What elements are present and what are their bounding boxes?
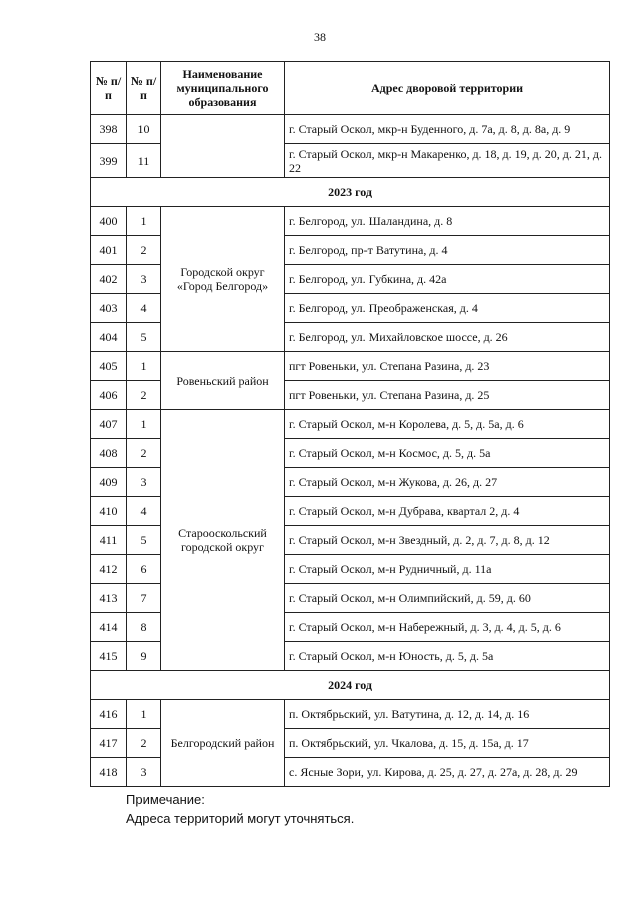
territory-table bbox=[90, 61, 610, 787]
row-address: с. Ясные Зори, ул. Кирова, д. 25, д. 27, д. 27а, д. 28, д. 29 bbox=[285, 758, 610, 787]
row-subnumber: 2 bbox=[127, 439, 161, 468]
row-subnumber: 8 bbox=[127, 613, 161, 642]
row-number: 417 bbox=[91, 729, 127, 758]
row-subnumber: 1 bbox=[127, 410, 161, 439]
row-number: 409 bbox=[91, 468, 127, 497]
row-address: пгт Ровеньки, ул. Степана Разина, д. 25 bbox=[285, 381, 610, 410]
row-address: г. Старый Оскол, м-н Дубрава, квартал 2, д. 4 bbox=[285, 497, 610, 526]
row-number: 404 bbox=[91, 323, 127, 352]
row-number: 414 bbox=[91, 613, 127, 642]
row-subnumber: 5 bbox=[127, 526, 161, 555]
table-row bbox=[91, 352, 610, 381]
row-number: 411 bbox=[91, 526, 127, 555]
header-number: № п/п bbox=[91, 62, 127, 115]
row-subnumber: 4 bbox=[127, 294, 161, 323]
row-number: 412 bbox=[91, 555, 127, 584]
row-number: 410 bbox=[91, 497, 127, 526]
page-number: 38 bbox=[314, 30, 326, 44]
row-number: 398 bbox=[91, 115, 127, 144]
row-subnumber: 1 bbox=[127, 352, 161, 381]
municipality-cell-empty bbox=[161, 115, 285, 178]
row-subnumber: 4 bbox=[127, 497, 161, 526]
table-row bbox=[91, 115, 610, 144]
row-address: г. Белгород, пр-т Ватутина, д. 4 bbox=[285, 236, 610, 265]
row-address: г. Старый Оскол, м-н Рудничный, д. 11а bbox=[285, 555, 610, 584]
note-title: Примечание: bbox=[126, 792, 205, 807]
row-subnumber: 10 bbox=[127, 115, 161, 144]
note-text: Адреса территорий могут уточняться. bbox=[126, 811, 355, 826]
municipality-name: Ровеньский район bbox=[161, 352, 285, 410]
row-address: г. Белгород, ул. Михайловское шоссе, д. 26 bbox=[285, 323, 610, 352]
row-address: г. Старый Оскол, м-н Королева, д. 5, д. 5а, д. 6 bbox=[285, 410, 610, 439]
row-subnumber: 2 bbox=[127, 236, 161, 265]
municipality-name: Городской округ «Город Белгород» bbox=[161, 207, 285, 352]
row-subnumber: 5 bbox=[127, 323, 161, 352]
row-number: 413 bbox=[91, 584, 127, 613]
row-number: 407 bbox=[91, 410, 127, 439]
row-number: 416 bbox=[91, 700, 127, 729]
header-address: Адрес дворовой территории bbox=[285, 62, 610, 115]
row-address: г. Старый Оскол, м-н Олимпийский, д. 59, д. 60 bbox=[285, 584, 610, 613]
year-label: 2023 год bbox=[91, 178, 610, 207]
municipality-name: Старооскольский городской округ bbox=[161, 410, 285, 671]
row-address: г. Старый Оскол, м-н Набережный, д. 3, д. 4, д. 5, д. 6 bbox=[285, 613, 610, 642]
row-number: 401 bbox=[91, 236, 127, 265]
row-number: 415 bbox=[91, 642, 127, 671]
row-subnumber: 1 bbox=[127, 207, 161, 236]
row-address: п. Октябрьский, ул. Чкалова, д. 15, д. 15а, д. 17 bbox=[285, 729, 610, 758]
row-address: г. Старый Оскол, м-н Космос, д. 5, д. 5а bbox=[285, 439, 610, 468]
table-row bbox=[91, 410, 610, 439]
row-address: пгт Ровеньки, ул. Степана Разина, д. 23 bbox=[285, 352, 610, 381]
row-number: 405 bbox=[91, 352, 127, 381]
table-row bbox=[91, 207, 610, 236]
row-number: 402 bbox=[91, 265, 127, 294]
note-block bbox=[126, 790, 354, 828]
row-subnumber: 7 bbox=[127, 584, 161, 613]
row-address: г. Белгород, ул. Шаландина, д. 8 bbox=[285, 207, 610, 236]
year-label: 2024 год bbox=[91, 671, 610, 700]
row-subnumber: 3 bbox=[127, 758, 161, 787]
row-subnumber: 6 bbox=[127, 555, 161, 584]
row-subnumber: 2 bbox=[127, 381, 161, 410]
row-subnumber: 3 bbox=[127, 265, 161, 294]
row-number: 399 bbox=[91, 144, 127, 178]
row-address: г. Старый Оскол, мкр-н Макаренко, д. 18, д. 19, д. 20, д. 21, д. 22 bbox=[285, 144, 610, 178]
row-subnumber: 3 bbox=[127, 468, 161, 497]
row-number: 408 bbox=[91, 439, 127, 468]
row-address: г. Старый Оскол, мкр-н Буденного, д. 7а, д. 8, д. 8а, д. 9 bbox=[285, 115, 610, 144]
municipality-name: Белгородский район bbox=[161, 700, 285, 787]
row-address: г. Белгород, ул. Губкина, д. 42а bbox=[285, 265, 610, 294]
header-municipality: Наименование муниципального образования bbox=[161, 62, 285, 115]
row-address: г. Старый Оскол, м-н Жукова, д. 26, д. 27 bbox=[285, 468, 610, 497]
table-header-row bbox=[91, 62, 610, 115]
row-address: п. Октябрьский, ул. Ватутина, д. 12, д. 14, д. 16 bbox=[285, 700, 610, 729]
row-subnumber: 11 bbox=[127, 144, 161, 178]
row-number: 400 bbox=[91, 207, 127, 236]
row-subnumber: 1 bbox=[127, 700, 161, 729]
row-address: г. Белгород, ул. Преображенская, д. 4 bbox=[285, 294, 610, 323]
row-subnumber: 9 bbox=[127, 642, 161, 671]
header-subnumber: № п/п bbox=[127, 62, 161, 115]
row-number: 406 bbox=[91, 381, 127, 410]
row-subnumber: 2 bbox=[127, 729, 161, 758]
row-address: г. Старый Оскол, м-н Юность, д. 5, д. 5а bbox=[285, 642, 610, 671]
row-address: г. Старый Оскол, м-н Звездный, д. 2, д. 7, д. 8, д. 12 bbox=[285, 526, 610, 555]
year-row-2024 bbox=[91, 671, 610, 700]
year-row-2023 bbox=[91, 178, 610, 207]
row-number: 418 bbox=[91, 758, 127, 787]
table-row bbox=[91, 700, 610, 729]
row-number: 403 bbox=[91, 294, 127, 323]
